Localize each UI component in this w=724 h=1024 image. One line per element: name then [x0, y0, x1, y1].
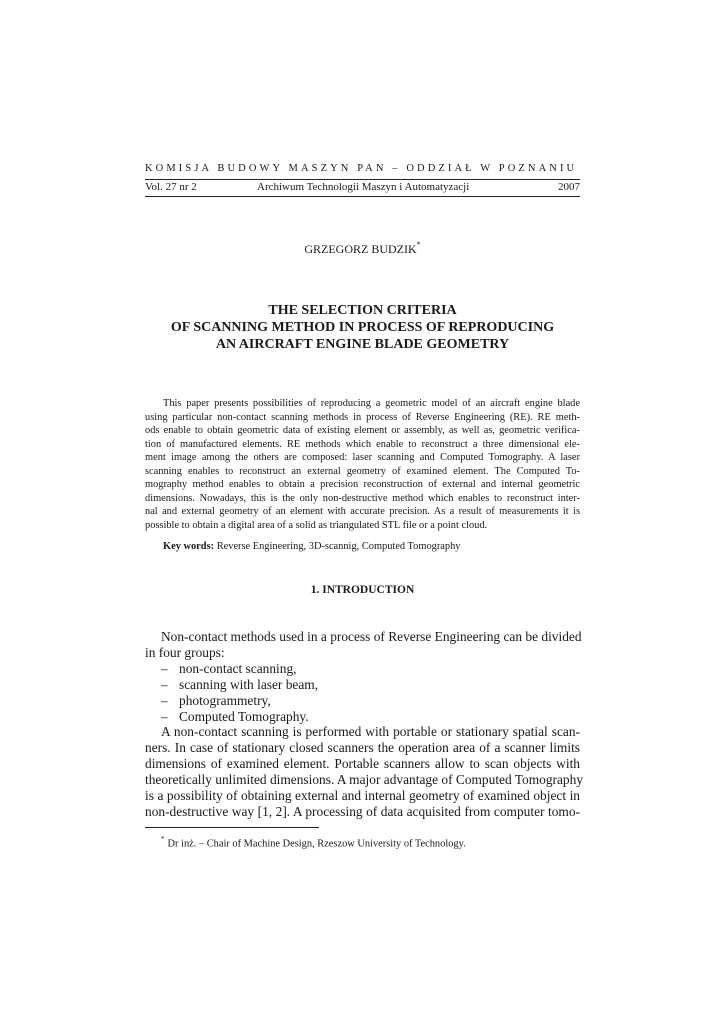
body-line: ners. In case of stationary closed scanners the operation area of a scanner limits	[145, 740, 580, 756]
list-item	[145, 677, 580, 693]
title-line: OF SCANNING METHOD IN PROCESS OF REPRODUCING	[170, 320, 555, 335]
abstract-line: possible to obtain a digital area of a solid as triangulated STL file or a point cloud.	[145, 519, 488, 531]
section-heading: 1. INTRODUCTION	[310, 584, 415, 596]
list-dash: –	[161, 692, 168, 708]
abstract-line: mography method enables to obtain a precision reconstruction of external and internal geometric	[145, 479, 580, 490]
footnote-mark: *	[161, 835, 165, 843]
list-dash: –	[161, 708, 168, 724]
body-line: in four groups:	[145, 644, 225, 660]
body-line: Non-contact methods used in a process of Reverse Engineering can be divided	[161, 629, 582, 644]
list-item-text: Computed Tomography.	[179, 708, 309, 724]
society-header: KOMISJA BUDOWY MASZYN PAN – ODDZIAŁ W POZNANIU	[145, 163, 578, 174]
title-line: AN AIRCRAFT ENGINE BLADE GEOMETRY	[215, 337, 510, 352]
list-item	[145, 661, 580, 677]
abstract-line: ment image among the others are composed: laser scanning and Computed Tomography. A laser	[145, 452, 580, 463]
keywords	[163, 541, 461, 552]
list-item-text: non-contact scanning,	[179, 660, 297, 676]
body-line: A non-contact scanning is performed with portable or stationary spatial scan-	[161, 724, 580, 740]
list-dash: –	[161, 660, 168, 676]
footnote-rule	[145, 827, 319, 828]
keywords-text: Reverse Engineering, 3D-scannig, Computed Tomography	[216, 541, 461, 552]
author-name: GRZEGORZ BUDZIK	[304, 242, 417, 256]
paper-title	[145, 302, 580, 353]
journal-header	[145, 181, 580, 193]
list-item	[145, 709, 580, 725]
year-label: 2007	[558, 181, 580, 193]
header-rule-bottom	[145, 196, 580, 197]
abstract-line: This paper presents possibilities of reproducing a geometric model of an aircraft engine blade	[163, 398, 580, 409]
author	[145, 241, 580, 257]
keywords-label: Key words:	[163, 541, 215, 552]
journal-title: Archiwum Technologii Maszyn i Automatyzacji	[257, 181, 470, 193]
header-rule-top	[145, 179, 580, 180]
title-line: THE SELECTION CRITERIA	[268, 303, 457, 318]
abstract-line: dimensions. Nowadays, this is the only non-destructive method which enables to reconstruct inter-	[145, 492, 580, 504]
list-item-text: photogrammetry,	[179, 692, 271, 708]
footnote-text: Dr inż. – Chair of Machine Design, Rzeszow University of Technology.	[167, 838, 466, 850]
body-line: non-destructive way [1, 2]. A processing of data acquisited from computer tomo-	[145, 803, 580, 819]
list-item	[145, 693, 580, 709]
author-footnote-mark[interactable]: *	[416, 240, 421, 249]
abstract-line: nal and external geometry of an element with accurate precision. As a result of measurements it is	[145, 506, 580, 517]
list-dash: –	[161, 676, 168, 692]
volume-label: Vol. 27 nr 2	[145, 181, 197, 193]
body-line: dimensions of examined element. Portable scanners allow to scan objects with	[145, 756, 580, 772]
abstract-line: scanning enables to reconstruct an external geometry of examined element. The Computed To-	[145, 465, 580, 477]
body-text	[145, 629, 584, 820]
body-line: is a possibility of obtaining external and internal geometry of examined object in	[145, 788, 580, 804]
abstract-line: ods enable to obtain geometric data of existing element or assembly, as well as, geometric verifica-	[145, 425, 580, 436]
list-item-text: scanning with laser beam,	[179, 676, 319, 692]
footnote	[161, 836, 466, 849]
abstract-line: tion of manufactured elements. RE methods which enable to reconstruct a three dimensional ele-	[145, 438, 580, 450]
abstract-line: using particular non-contact scanning methods in process of Reverse Engineering (RE). RE meth-	[145, 411, 580, 423]
body-line: theoretically unlimited dimensions. A major advantage of Computed Tomography	[145, 772, 584, 788]
abstract	[145, 397, 580, 532]
